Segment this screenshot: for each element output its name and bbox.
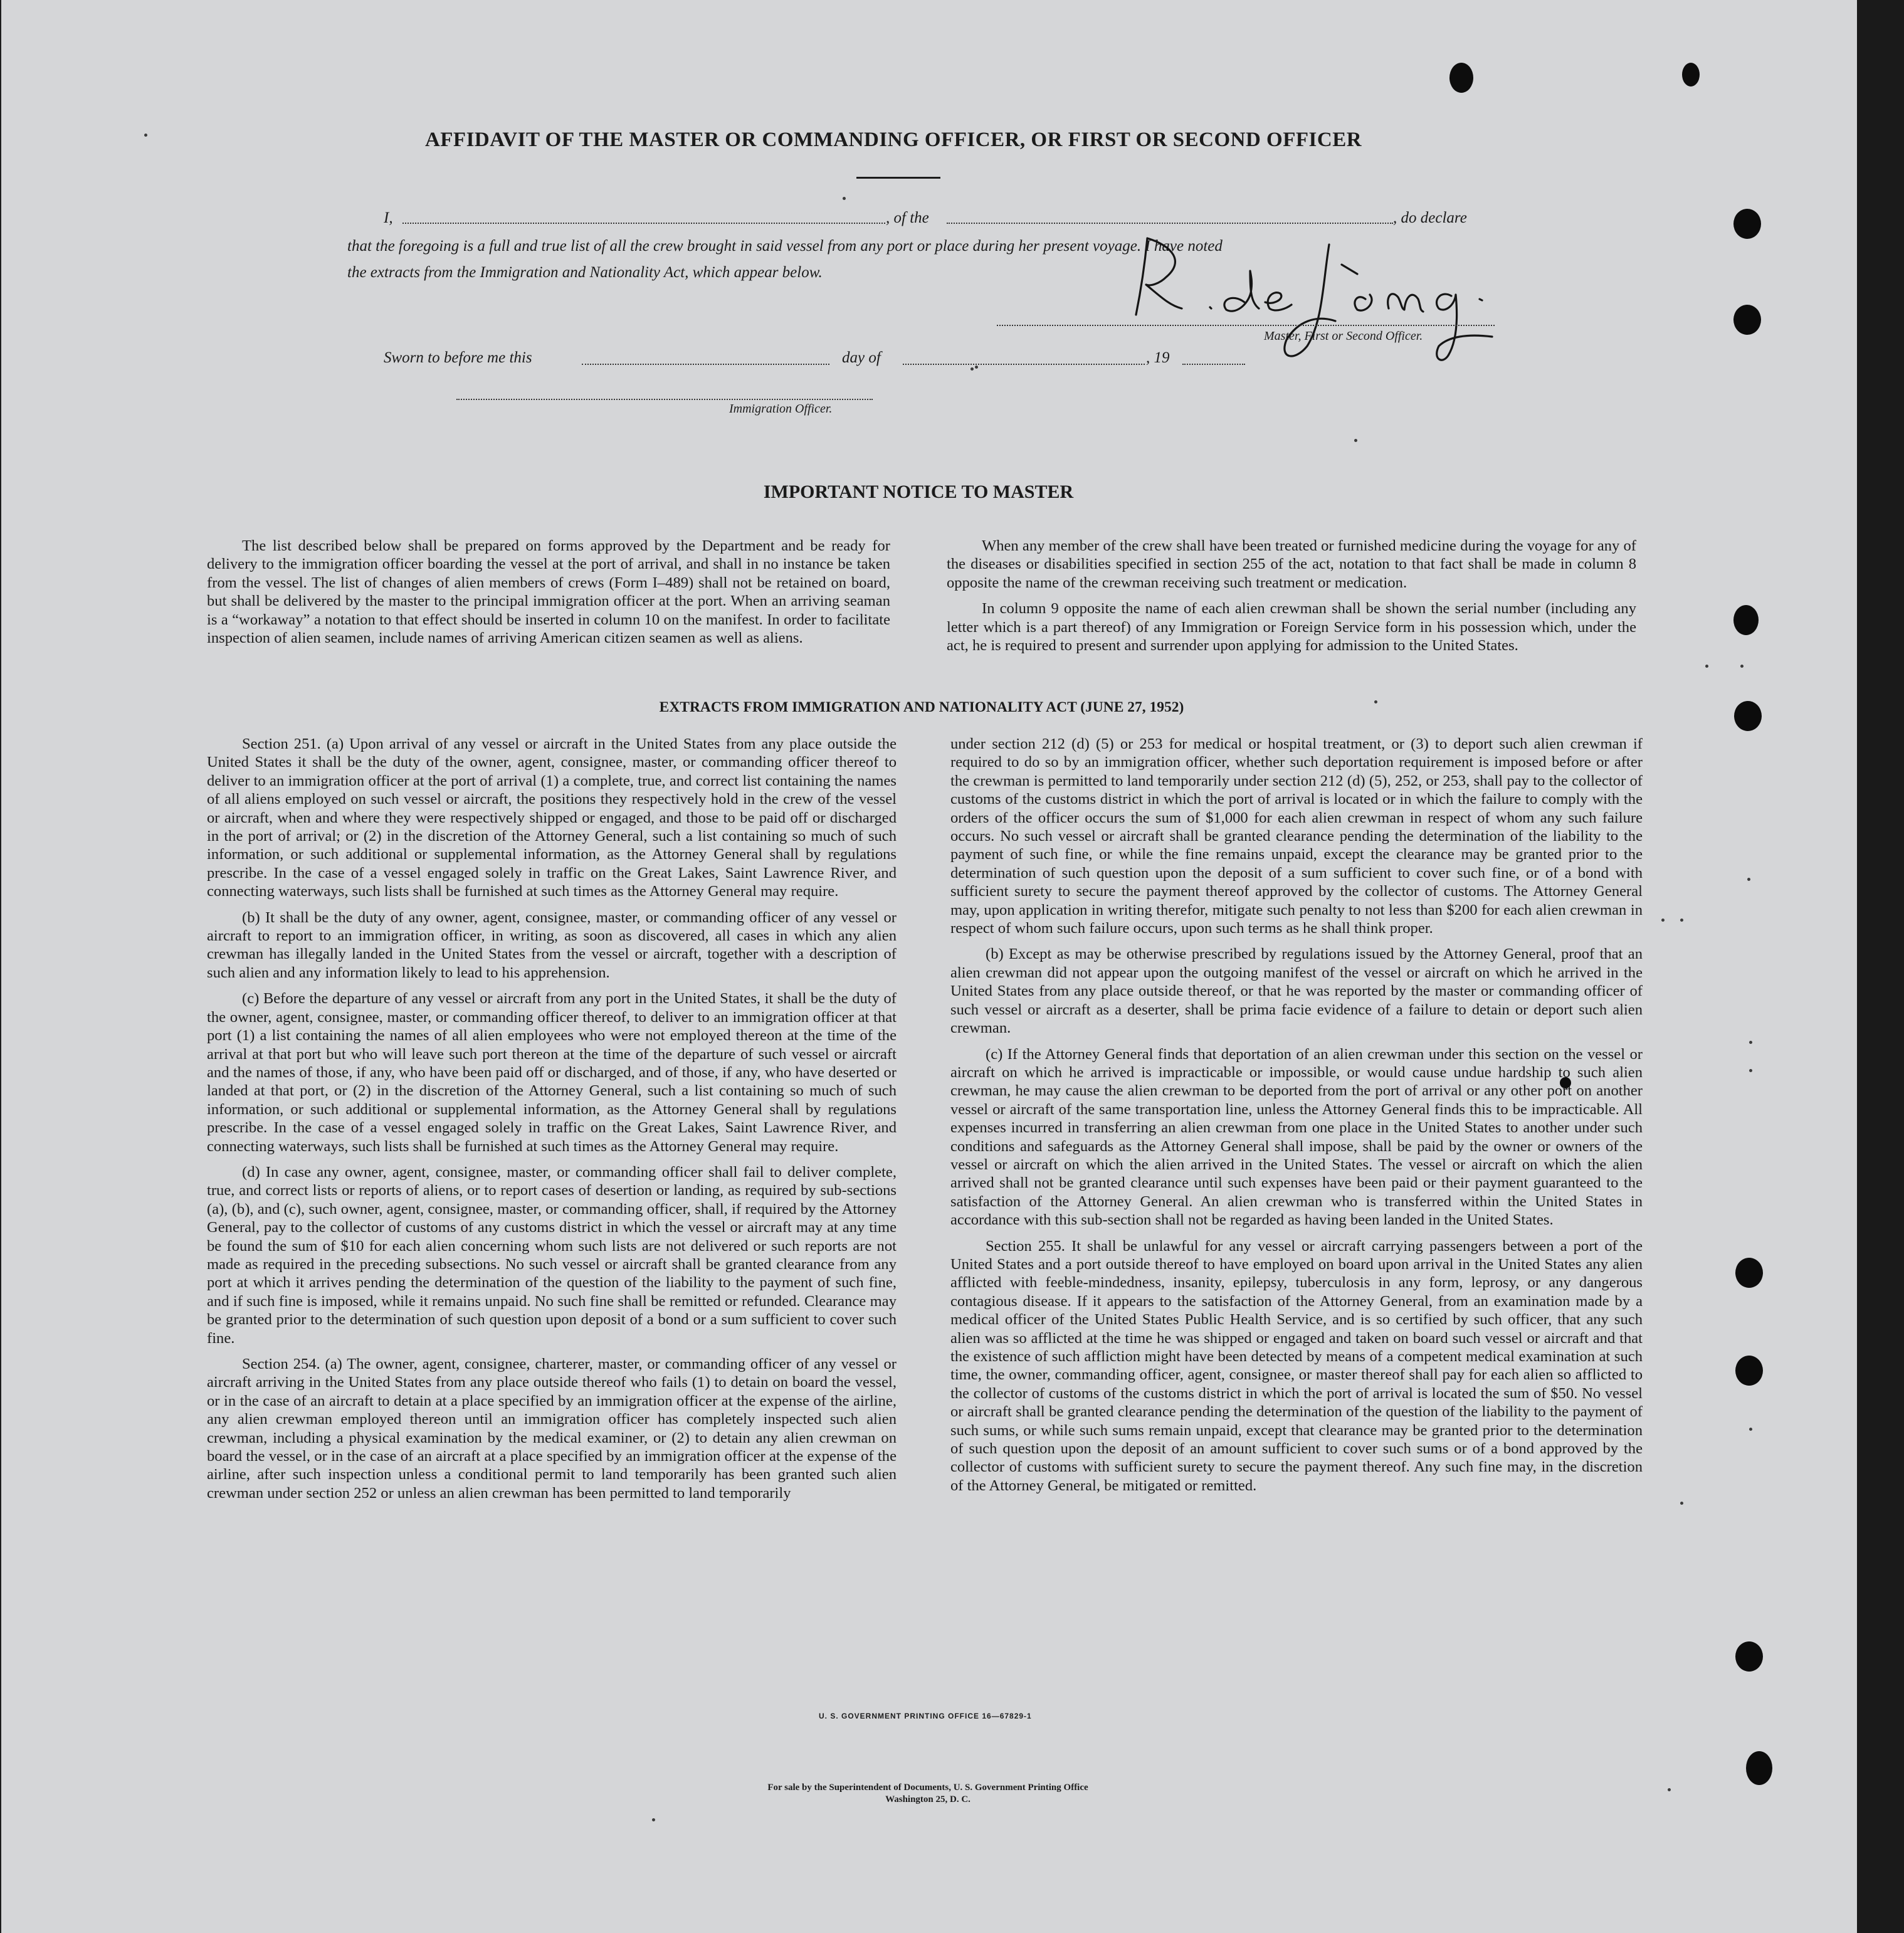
speck [970,367,974,371]
sale-line-1: For sale by the Superintendent of Documents, U. S. Government Printing Office [767,1783,1088,1793]
year-prefix: , 19 [1146,349,1170,366]
punch-hole [1733,605,1759,635]
speck [1740,665,1744,668]
declarant-prefix: I, [384,209,393,226]
act-paragraph: Section 255. It shall be unlawful for any vessel or aircraft carrying passengers between a port of the United States and a port outside thereof to have employed on board upon arrival in the United States any alien afflicted with feeble-mindedness, insanity, epilepsy, tuberculosis in any form, leprosy, or any dangerous contagious disease. If it appears to the satisfaction of the Attorney General, from an examination made by a medical officer of the United States Public Health Service, and is so certified by such officer, that any such alien was so afflicted at the time he was shipped or engaged and taken on board such vessel or aircraft and that the existence of such affliction might have been detected by means of a competent medical examination at such time, the owner, commanding officer, agent, consignee, or master thereof shall pay for each alien so afflicted to the collector of customs of the customs district in which the port of arrival is located the sum of $50. No vessel or aircraft shall be granted clearance pending the determination of the question of the liability to the payment of such sums, or while such sums remain unpaid, except that clearance may be granted prior to the determination of such question upon the deposit of an amount sufficient to cover such sums or of a bond approved by the collector of customs with sufficient surety to secure the payment thereof. Any such fine may, in the discretion of the Attorney General, be mitigated or remitted. [950,1237,1643,1494]
scan-border [1857,0,1904,1933]
sworn-day-field[interactable] [582,364,829,365]
sworn-month-field[interactable] [903,364,1145,365]
vessel-name-field[interactable] [947,223,1393,224]
act-paragraph: (b) Except as may be otherwise prescribed by regulations issued by the Attorney General, proof that an alien crewman did not appear upon the outgoing manifest of the vessel or aircraft on which he arrived in the United States from any place outside thereof, or that he was reported by the master or commanding officer of such vessel or aircraft as a deserter, shall be prima facie evidence of a failure to detain or deport such alien crewman. [950,945,1643,1037]
speck [1749,1069,1752,1072]
speck [1749,1041,1752,1044]
notice-heading: IMPORTANT NOTICE TO MASTER [763,482,1074,502]
notice-paragraph: When any member of the crew shall have been treated or furnished medicine during the voyage for any of the diseases or disabilities specified in section 255 of the act, notation to that fact shall be made in column 8 opposite the name of the crewman receiving such treatment or medication. [947,537,1636,591]
sale-notice [627,1782,1229,1806]
act-paragraph: Section 254. (a) The owner, agent, consignee, charterer, master, or commanding officer of any vessel or aircraft arriving in the United States from any place outside thereof who fails (1) to detain on board the vessel, or in the case of an aircraft to detain at a place specified by an immigration officer at the expense of the airline, any alien crewman employed thereon until an immigration officer has completely inspected such alien crewman, including a physical examination by the medical examiner, or (2) to detain any alien crewman on board the vessel, or in the case of an aircraft at a place specified by an immigration officer at the expense of the airline, after such inspection unless a conditional permit to land temporarily has been granted such alien crewman under section 252 or unless an alien crewman has been permitted to land temporarily [207,1356,897,1502]
sale-line-2: Washington 25, D. C. [885,1794,970,1804]
speck [1749,1428,1752,1431]
day-of-text: day of [842,349,881,366]
declaration-line-3: the extracts from the Immigration and Nationality Act, which appear below. [347,264,823,281]
punch-hole [1735,1356,1763,1386]
master-signature [1116,227,1505,384]
extracts-left-column [207,735,897,1510]
speck [144,134,147,137]
extracts-right-column [950,735,1643,1502]
act-paragraph: (b) It shall be the duty of any owner, agent, consignee, master, or commanding officer of any vessel or aircraft to report to an immigration officer, in writing, as soon as discovered, all cases in which any alien crewman has illegally landed in the United States from the vessel or aircraft, together with a description of such alien and any information likely to lead to his apprehension. [207,909,897,981]
punch-hole [1734,701,1762,731]
act-paragraph: Section 251. (a) Upon arrival of any vessel or aircraft in the United States from any place outside the United States it shall be the duty of the owner, agent, consignee, master, or commanding officer thereof to deliver to an immigration officer at the port of arrival (1) a complete, true, and correct list containing the names of all aliens employed on such vessel or aircraft, the positions they respectively hold in the crew of the vessel or aircraft, when and where they were respectively shipped or engaged, and those to be paid off or discharged in the port of arrival; or (2) in the discretion of the Attorney General, such a list containing so much of such information, or such additional or supplemental information, as the Attorney General shall by regulations prescribe. In the case of a vessel engaged solely in traffic on the Great Lakes, Saint Lawrence River, and connecting waterways, such lists shall be furnished at such times as the Attorney General may require. [207,735,897,900]
ink-blot [1682,63,1700,87]
punch-hole [1735,1258,1763,1288]
declarant-name-field[interactable] [402,223,885,224]
notice-paragraph: The list described below shall be prepared on forms approved by the Department and be ready for delivery to the immigration officer boarding the vessel at the port of arrival, and shall in no instance be taken from the vessel. The list of changes of alien members of crews (Form I–489) shall not be retained on board, but shall be delivered by the master to the principal immigration officer at the port. When an arriving seaman is a “workaway” a notation to that effect should be inserted in column 10 on the manifest. In order to facilitate inspection of alien seamen, include names of arriving American citizen seamen as well as aliens. [207,537,890,647]
declare-text: , do declare [1393,209,1467,226]
punch-hole [1746,1751,1772,1785]
officer-caption: Immigration Officer. [729,402,833,416]
speck [652,1818,655,1821]
speck [1374,700,1377,703]
speck [1661,919,1665,922]
notice-left-column [207,537,890,655]
speck [975,366,978,369]
signature-line[interactable] [997,325,1495,326]
ink-blot [1449,63,1473,93]
vessel-prefix: , of the [886,209,929,226]
extracts-heading: EXTRACTS FROM IMMIGRATION AND NATIONALITY ACT (JUNE 27, 1952) [659,699,1184,715]
speck [1668,1788,1671,1791]
punch-hole [1733,209,1761,239]
speck [1680,919,1683,922]
speck [1680,1502,1683,1505]
notice-right-column [947,537,1636,662]
sworn-text: Sworn to before me this [384,349,532,366]
notice-paragraph: In column 9 opposite the name of each alien crewman shall be shown the serial number (including any letter which is a part thereof) of any Immigration or Foreign Service form in his possession which, under the act, he is required to present and surrender upon applying for admission to the United States. [947,600,1636,655]
declaration-line-2: that the foregoing is a full and true list of all the crew brought in said vessel from any port or place during her present voyage. I have noted [347,238,1223,255]
affidavit-title: AFFIDAVIT OF THE MASTER OR COMMANDING OFFICER, OR FIRST OR SECOND OFFICER [424,129,1362,151]
speck [843,197,846,200]
act-paragraph: (d) In case any owner, agent, consignee, master, or commanding officer shall fail to deliver complete, true, and correct lists or reports of aliens, or to report cases of desertion or landing, as required by sub-sections (a), (b), and (c), such owner, agent, consignee, master, or commanding officer, shall, if required by the Attorney General, pay to the collector of customs of any customs district in which the vessel or aircraft may at any time be found the sum of $10 for each alien concerning whom such lists are not delivered or such reports are not made as required in the preceding subsections. No such vessel or aircraft shall be granted clearance from any port at which it arrives pending the determination of the question of the liability to the payment of such fine, and if such fine is imposed, while it remains unpaid. No such fine shall be remitted or refunded. Clearance may be granted prior to the determination of such question upon deposit of a bond or a sum sufficient to cover such fine. [207,1163,897,1347]
title-underline [856,177,940,179]
act-paragraph: under section 212 (d) (5) or 253 for medical or hospital treatment, or (3) to deport such alien crewman if required to do so by an immigration officer, whether such deportation requirement is imposed before or after the crewman is permitted to land temporarily under section 212 (d) (5), 252, or 253, shall pay to the collector of customs of the customs district in which the port of arrival is located or in which the failure to comply with the orders of the officer occurs the sum of $1,000 for each alien crewman in respect of whom any such failure occurs. No such vessel or aircraft shall be granted clearance pending the determination of the liability to the payment of such fine, or while the fine remains unpaid, except the clearance may be granted prior to the determination of such question upon the deposit of a sum sufficient to cover such fine, or of a bond with sufficient surety to secure the payment thereof approved by the collector of customs. The Attorney General may, upon application in writing therefor, mitigate such penalty to not less than $200 for each alien crewman in respect of whom such failure occurs, upon such terms as he shall think proper. [950,735,1643,937]
immigration-officer-signature-line[interactable] [456,399,873,400]
punch-hole [1733,305,1761,335]
speck [1747,878,1750,881]
speck [1705,665,1708,668]
printer-imprint: U. S. GOVERNMENT PRINTING OFFICE 16—67829-1 [819,1712,1032,1720]
act-paragraph: (c) Before the departure of any vessel or aircraft from any port in the United States, it shall be the duty of the owner, agent, consignee, master, or commanding officer thereof, to deliver to an immigration officer at that port (1) a list containing the names of all alien employees who were not employed thereon at the time of the arrival at that port but who will leave such port thereon at the time of the departure of such vessel or aircraft and the names of those, if any, who have been paid off or discharged, and of those, if any, who have deserted or landed at that port, or (2) in the discretion of the Attorney General, such a list containing so much of such information, or such additional or supplemental information, as the Attorney General shall by regulations prescribe. In the case of a vessel engaged solely in traffic on the Great Lakes, Saint Lawrence River, and connecting waterways, such lists shall be furnished at such times as the Attorney General may require. [207,990,897,1155]
punch-hole [1735,1641,1763,1672]
sworn-year-field[interactable] [1182,364,1245,365]
signer-caption: Master, First or Second Officer. [1264,329,1423,343]
act-paragraph: (c) If the Attorney General finds that deportation of an alien crewman under this section on the vessel or aircraft on which he arrived is impracticable or impossible, or would cause undue hardship to such alien crewman, he may cause the alien crewman to be deported from the port of arrival or any other port on another vessel or aircraft of the same transportation line, unless the Attorney General finds this to be impracticable. All expenses incurred in transferring an alien crewman from one place in the United States to another under such conditions and safeguards as the Attorney General shall impose, shall be paid by the owner or owners of the vessel or aircraft on which the alien arrived in the United States. The vessel or aircraft on which the alien arrived shall not be granted clearance until such expenses have been paid or their payment guaranteed to the satisfaction of the Attorney General. An alien crewman who is transferred within the United States in accordance with this sub-section shall not be regarded as having been landed in the United States. [950,1045,1643,1229]
speck [1354,439,1357,442]
